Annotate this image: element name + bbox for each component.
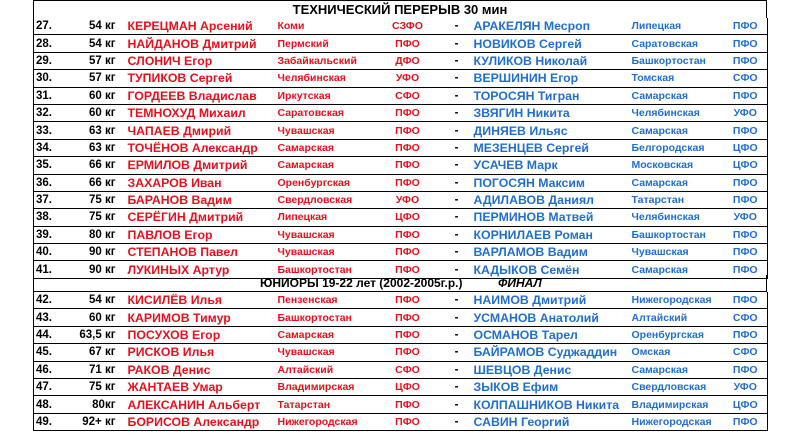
bout-number: 48. xyxy=(34,396,70,413)
red-corner-region: Чувашская xyxy=(276,244,374,261)
blue-corner-region: Алтайский xyxy=(630,309,724,326)
red-corner-region: Самарская xyxy=(276,157,374,174)
versus-dash: - xyxy=(442,52,472,69)
red-corner-name: СТЕПАНОВ Павел xyxy=(122,244,276,261)
weight-class: 54 кг xyxy=(70,35,122,52)
table-row xyxy=(34,344,768,361)
bout-number: 39. xyxy=(34,226,70,243)
red-corner-name: КЕРЕЦМАН Арсений xyxy=(122,18,276,35)
weight-class: 60 кг xyxy=(70,87,122,104)
blue-corner-name: УСМАНОВ Анатолий xyxy=(472,309,630,326)
blue-corner-region: Владимирская xyxy=(630,396,724,413)
red-corner-district: СФО xyxy=(374,87,442,104)
weight-class: 60 кг xyxy=(70,104,122,121)
red-corner-name: КАРИМОВ Тимур xyxy=(122,309,276,326)
red-corner-name: ТЕМНОХУД Михаил xyxy=(122,104,276,121)
bouts-table-juniors xyxy=(33,292,768,431)
blue-corner-name: КОЛПАШНИКОВ Никита xyxy=(472,396,630,413)
blue-corner-region: Белгородская xyxy=(630,139,724,156)
versus-dash: - xyxy=(442,70,472,87)
red-corner-district: ПФО xyxy=(374,326,442,343)
red-corner-district: ЦФО xyxy=(374,378,442,395)
blue-corner-district: СФО xyxy=(724,344,768,361)
blue-corner-district: ПФО xyxy=(724,413,768,430)
blue-corner-region: Самарская xyxy=(630,122,724,139)
blue-corner-name: КОРНИЛАЕВ Роман xyxy=(472,226,630,243)
blue-corner-region: Татарстан xyxy=(630,191,724,208)
red-corner-district: ПФО xyxy=(374,139,442,156)
weight-class: 54 кг xyxy=(70,18,122,35)
bout-number: 30. xyxy=(34,70,70,87)
blue-corner-region: Саратовская xyxy=(630,35,724,52)
red-corner-district: ПФО xyxy=(374,413,442,430)
bouts-table-seniors xyxy=(33,18,768,279)
blue-corner-district: УФО xyxy=(724,378,768,395)
blue-corner-district: ПФО xyxy=(724,244,768,261)
red-corner-name: ТОЧЁНОВ Александр xyxy=(122,139,276,156)
blue-corner-name: САВИН Георгий xyxy=(472,413,630,430)
bout-number: 29. xyxy=(34,52,70,69)
red-corner-name: БОРИСОВ Александр xyxy=(122,413,276,430)
red-corner-region: Чувашская xyxy=(276,226,374,243)
red-corner-name: ЕРМИЛОВ Дмитрий xyxy=(122,157,276,174)
weight-class: 57 кг xyxy=(70,52,122,69)
weight-class: 90 кг xyxy=(70,261,122,278)
red-corner-region: Челябинская xyxy=(276,70,374,87)
blue-corner-district: ПФО xyxy=(724,18,768,35)
blue-corner-district: ПФО xyxy=(724,261,768,278)
blue-corner-name: ОСМАНОВ Тарел xyxy=(472,326,630,343)
table-row xyxy=(34,52,768,69)
red-corner-name: РИСКОВ Илья xyxy=(122,344,276,361)
blue-corner-name: НОВИКОВ Сергей xyxy=(472,35,630,52)
table-row xyxy=(34,361,768,378)
blue-corner-name: ПЕРМИНОВ Матвей xyxy=(472,209,630,226)
bout-number: 33. xyxy=(34,122,70,139)
schedule-sheet xyxy=(33,0,767,444)
blue-corner-region: Самарская xyxy=(630,174,724,191)
red-corner-region: Чувашская xyxy=(276,344,374,361)
red-corner-district: ДФО xyxy=(374,52,442,69)
table-row xyxy=(34,18,768,35)
versus-dash: - xyxy=(442,104,472,121)
red-corner-district: ПФО xyxy=(374,174,442,191)
red-corner-district: УФО xyxy=(374,191,442,208)
juniors-section-header xyxy=(33,275,767,292)
table-row xyxy=(34,326,768,343)
red-corner-name: ЧАПАЕВ Дмирий xyxy=(122,122,276,139)
blue-corner-region: Томская xyxy=(630,70,724,87)
red-corner-district: СЗФО xyxy=(374,18,442,35)
blue-corner-name: ПОГОСЯН Максим xyxy=(472,174,630,191)
final-label: ФИНАЛ xyxy=(498,276,542,290)
blue-corner-name: ВАРЛАМОВ Вадим xyxy=(472,244,630,261)
table-row xyxy=(34,35,768,52)
blue-corner-district: СФО xyxy=(724,70,768,87)
red-corner-name: ТУПИКОВ Сергей xyxy=(122,70,276,87)
red-corner-region: Башкортостан xyxy=(276,309,374,326)
table-row xyxy=(34,244,768,261)
blue-corner-district: ЦФО xyxy=(724,396,768,413)
blue-corner-region: Липецкая xyxy=(630,18,724,35)
red-corner-name: ЖАНТАЕВ Умар xyxy=(122,378,276,395)
red-corner-name: КИСИЛЁВ Илья xyxy=(122,292,276,309)
blue-corner-region: Чувашская xyxy=(630,244,724,261)
weight-class: 63,5 кг xyxy=(70,326,122,343)
blue-corner-name: ЗЫКОВ Ефим xyxy=(472,378,630,395)
weight-class: 63 кг xyxy=(70,122,122,139)
red-corner-region: Нижегородская xyxy=(276,413,374,430)
blue-corner-district: ПФО xyxy=(724,52,768,69)
red-corner-region: Коми xyxy=(276,18,374,35)
versus-dash: - xyxy=(442,378,472,395)
red-corner-district: ПФО xyxy=(374,292,442,309)
blue-corner-region: Челябинская xyxy=(630,104,724,121)
table-row xyxy=(34,226,768,243)
blue-corner-name: ЗВЯГИН Никита xyxy=(472,104,630,121)
bout-number: 34. xyxy=(34,139,70,156)
table-row xyxy=(34,70,768,87)
red-corner-name: ПАВЛОВ Егор xyxy=(122,226,276,243)
blue-corner-district: ПФО xyxy=(724,35,768,52)
weight-class: 75 кг xyxy=(70,209,122,226)
red-corner-name: РАКОВ Денис xyxy=(122,361,276,378)
versus-dash: - xyxy=(442,157,472,174)
red-corner-district: УФО xyxy=(374,70,442,87)
blue-corner-region: Башкортостан xyxy=(630,52,724,69)
bout-number: 40. xyxy=(34,244,70,261)
bout-number: 32. xyxy=(34,104,70,121)
table-row xyxy=(34,87,768,104)
table-row xyxy=(34,292,768,309)
table-row xyxy=(34,191,768,208)
red-corner-district: ПФО xyxy=(374,261,442,278)
blue-corner-region: Оренбургская xyxy=(630,326,724,343)
blue-corner-region: Свердловская xyxy=(630,378,724,395)
weight-class: 80 кг xyxy=(70,226,122,243)
bout-number: 36. xyxy=(34,174,70,191)
table-row xyxy=(34,122,768,139)
blue-corner-district: ПФО xyxy=(724,292,768,309)
red-corner-region: Татарстан xyxy=(276,396,374,413)
red-corner-name: АЛЕКСАНИН Альберт xyxy=(122,396,276,413)
red-corner-name: БАРАНОВ Вадим xyxy=(122,191,276,208)
blue-corner-region: Самарская xyxy=(630,361,724,378)
red-corner-district: ЦФО xyxy=(374,209,442,226)
red-corner-region: Пензенская xyxy=(276,292,374,309)
blue-corner-name: ВЕРШИНИН Егор xyxy=(472,70,630,87)
red-corner-region: Липецкая xyxy=(276,209,374,226)
blue-corner-district: ПФО xyxy=(724,361,768,378)
versus-dash: - xyxy=(442,35,472,52)
bout-number: 45. xyxy=(34,344,70,361)
weight-class: 71 кг xyxy=(70,361,122,378)
versus-dash: - xyxy=(442,174,472,191)
table-row xyxy=(34,413,768,430)
blue-corner-region: Московская xyxy=(630,157,724,174)
versus-dash: - xyxy=(442,209,472,226)
blue-corner-district: СФО xyxy=(724,309,768,326)
blue-corner-name: АДИЛАВОВ Даниял xyxy=(472,191,630,208)
red-corner-name: ЗАХАРОВ Иван xyxy=(122,174,276,191)
red-corner-district: ПФО xyxy=(374,244,442,261)
red-corner-district: ПФО xyxy=(374,157,442,174)
bout-number: 46. xyxy=(34,361,70,378)
versus-dash: - xyxy=(442,122,472,139)
break-banner: ТЕХНИЧЕСКИЙ ПЕРЕРЫВ 30 мин xyxy=(33,0,767,18)
blue-corner-name: УСАЧЕВ Марк xyxy=(472,157,630,174)
red-corner-name: СЛОНИЧ Егор xyxy=(122,52,276,69)
blue-corner-region: Омская xyxy=(630,344,724,361)
blue-corner-name: БАЙРАМОВ Суджаддин xyxy=(472,344,630,361)
red-corner-region: Оренбургская xyxy=(276,174,374,191)
blue-corner-name: ШЕВЦОВ Денис xyxy=(472,361,630,378)
red-corner-region: Иркутская xyxy=(276,87,374,104)
blue-corner-district: ЦФО xyxy=(724,139,768,156)
red-corner-region: Самарская xyxy=(276,139,374,156)
red-corner-district: ПФО xyxy=(374,309,442,326)
blue-corner-district: ПФО xyxy=(724,326,768,343)
red-corner-region: Башкортостан xyxy=(276,261,374,278)
red-corner-name: ГОРДЕЕВ Владислав xyxy=(122,87,276,104)
weight-class: 75 кг xyxy=(70,191,122,208)
red-corner-district: ПФО xyxy=(374,396,442,413)
blue-corner-name: МЕЗЕНЦЕВ Сергей xyxy=(472,139,630,156)
versus-dash: - xyxy=(442,396,472,413)
juniors-section-title: ЮНИОРЫ 19-22 лет (2002-2005г.р.) xyxy=(260,276,463,290)
weight-class: 66 кг xyxy=(70,174,122,191)
blue-corner-name: КУЛИКОВ Николай xyxy=(472,52,630,69)
versus-dash: - xyxy=(442,87,472,104)
red-corner-region: Свердловская xyxy=(276,191,374,208)
blue-corner-name: АРАКЕЛЯН Месроп xyxy=(472,18,630,35)
weight-class: 57 кг xyxy=(70,70,122,87)
weight-class: 80кг xyxy=(70,396,122,413)
blue-corner-name: НАИМОВ Дмитрий xyxy=(472,292,630,309)
blue-corner-region: Самарская xyxy=(630,261,724,278)
bout-number: 38. xyxy=(34,209,70,226)
blue-corner-name: ДИНЯЕВ Ильяс xyxy=(472,122,630,139)
bout-number: 37. xyxy=(34,191,70,208)
red-corner-district: ПФО xyxy=(374,122,442,139)
versus-dash: - xyxy=(442,326,472,343)
versus-dash: - xyxy=(442,139,472,156)
blue-corner-district: ПФО xyxy=(724,226,768,243)
blue-corner-district: УФО xyxy=(724,209,768,226)
bout-number: 43. xyxy=(34,309,70,326)
table-row xyxy=(34,209,768,226)
bout-number: 28. xyxy=(34,35,70,52)
red-corner-region: Саратовская xyxy=(276,104,374,121)
red-corner-district: ПФО xyxy=(374,104,442,121)
table-row xyxy=(34,309,768,326)
blue-corner-region: Нижегородская xyxy=(630,413,724,430)
weight-class: 67 кг xyxy=(70,344,122,361)
weight-class: 66 кг xyxy=(70,157,122,174)
red-corner-name: НАЙДАНОВ Дмитрий xyxy=(122,35,276,52)
red-corner-region: Владимирская xyxy=(276,378,374,395)
bout-number: 31. xyxy=(34,87,70,104)
blue-corner-district: ПФО xyxy=(724,87,768,104)
weight-class: 54 кг xyxy=(70,292,122,309)
bout-number: 42. xyxy=(34,292,70,309)
versus-dash: - xyxy=(442,361,472,378)
red-corner-name: ЛУКИНЫХ Артур xyxy=(122,261,276,278)
blue-corner-region: Челябинская xyxy=(630,209,724,226)
table-row xyxy=(34,139,768,156)
table-row xyxy=(34,104,768,121)
versus-dash: - xyxy=(442,244,472,261)
blue-corner-district: УФО xyxy=(724,104,768,121)
blue-corner-name: КАДЫКОВ Семён xyxy=(472,261,630,278)
blue-corner-region: Нижегородская xyxy=(630,292,724,309)
versus-dash: - xyxy=(442,226,472,243)
bout-number: 44. xyxy=(34,326,70,343)
versus-dash: - xyxy=(442,413,472,430)
red-corner-name: ПОСУХОВ Егор xyxy=(122,326,276,343)
red-corner-region: Пермский xyxy=(276,35,374,52)
bout-number: 35. xyxy=(34,157,70,174)
red-corner-region: Алтайский xyxy=(276,361,374,378)
blue-corner-name: ТОРОСЯН Тигран xyxy=(472,87,630,104)
red-corner-district: СФО xyxy=(374,361,442,378)
red-corner-name: СЕРЁГИН Дмитрий xyxy=(122,209,276,226)
red-corner-region: Чувашская xyxy=(276,122,374,139)
weight-class: 92+ кг xyxy=(70,413,122,430)
red-corner-district: ПФО xyxy=(374,226,442,243)
versus-dash: - xyxy=(442,292,472,309)
table-row xyxy=(34,378,768,395)
blue-corner-district: ЦФО xyxy=(724,157,768,174)
red-corner-district: ПФО xyxy=(374,35,442,52)
versus-dash: - xyxy=(442,344,472,361)
bout-number: 49. xyxy=(34,413,70,430)
weight-class: 60 кг xyxy=(70,309,122,326)
versus-dash: - xyxy=(442,18,472,35)
versus-dash: - xyxy=(442,261,472,278)
red-corner-district: ПФО xyxy=(374,344,442,361)
bout-number: 41. xyxy=(34,261,70,278)
blue-corner-district: ПФО xyxy=(724,174,768,191)
table-row xyxy=(34,174,768,191)
weight-class: 63 кг xyxy=(70,139,122,156)
blue-corner-region: Самарская xyxy=(630,87,724,104)
bout-number: 47. xyxy=(34,378,70,395)
weight-class: 90 кг xyxy=(70,244,122,261)
blue-corner-district: ПФО xyxy=(724,191,768,208)
bout-number: 27. xyxy=(34,18,70,35)
blue-corner-region: Башкортостан xyxy=(630,226,724,243)
red-corner-region: Забайкальский xyxy=(276,52,374,69)
versus-dash: - xyxy=(442,191,472,208)
red-corner-region: Самарская xyxy=(276,326,374,343)
weight-class: 75 кг xyxy=(70,378,122,395)
versus-dash: - xyxy=(442,309,472,326)
table-row xyxy=(34,396,768,413)
table-row xyxy=(34,157,768,174)
blue-corner-district: ПФО xyxy=(724,122,768,139)
